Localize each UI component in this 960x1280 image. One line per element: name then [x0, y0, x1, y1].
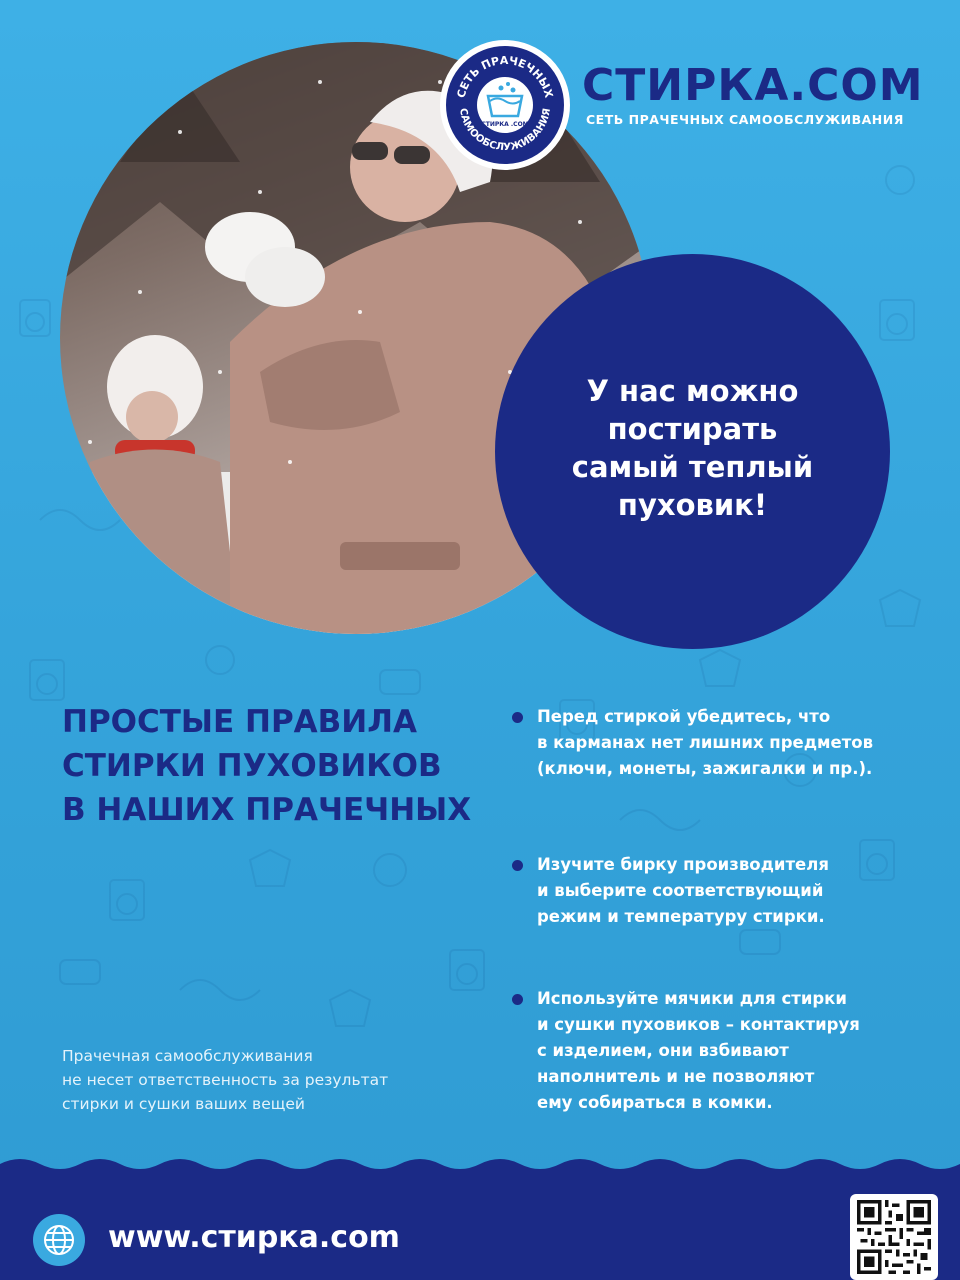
badge-center-text: СТИРКА .COM: [481, 121, 529, 128]
rule-line: и выберите соответствующий: [537, 881, 824, 900]
rule-line: наполнитель и не позволяют: [537, 1067, 815, 1086]
brand-name: СТИРКА.СОМ: [582, 60, 924, 111]
headline-line: В НАШИХ ПРАЧЕЧНЫХ: [62, 792, 472, 828]
rule-item: [512, 852, 922, 932]
badge-top-text: СЕТЬ ПРАЧЕЧНЫХ: [454, 53, 556, 100]
rule-item: [512, 986, 922, 1118]
disclaimer-line: стирки и сушки ваших вещей: [62, 1095, 305, 1113]
slogan: [525, 372, 860, 524]
slogan-line: постирать: [607, 412, 778, 446]
slogan-line: самый теплый: [571, 450, 814, 484]
disclaimer-line: Прачечная самообслуживания: [62, 1047, 313, 1065]
rule-line: ему собираться в комки.: [537, 1093, 773, 1112]
headline-line: СТИРКИ ПУХОВИКОВ: [62, 748, 442, 784]
disclaimer: [62, 1044, 442, 1116]
brand-tagline: СЕТЬ ПРАЧЕЧНЫХ САМООБСЛУЖИВАНИЯ: [586, 112, 904, 127]
bullet-icon: [512, 712, 523, 723]
rule-line: с изделием, они взбивают: [537, 1041, 789, 1060]
badge-bottom-text: САМООБСЛУЖИВАНИЯ: [457, 107, 553, 154]
qr-code-icon: [850, 1194, 938, 1280]
slogan-line: У нас можно: [586, 374, 799, 408]
headline: [62, 700, 502, 832]
bullet-icon: [512, 994, 523, 1005]
disclaimer-line: не несет ответственность за результат: [62, 1071, 389, 1089]
rule-line: Перед стиркой убедитесь, что: [537, 707, 831, 726]
rule-line: (ключи, монеты, зажигалки и пр.).: [537, 759, 873, 778]
brand-badge-logo: [440, 40, 570, 170]
rule-line: Изучите бирку производителя: [537, 855, 829, 874]
bullet-icon: [512, 860, 523, 871]
headline-line: ПРОСТЫЕ ПРАВИЛА: [62, 704, 417, 740]
rule-line: режим и температуру стирки.: [537, 907, 825, 926]
footer: [0, 1150, 960, 1280]
globe-icon: [33, 1214, 85, 1266]
rule-item: [512, 704, 922, 784]
rule-line: в карманах нет лишних предметов: [537, 733, 874, 752]
rule-line: Используйте мячики для стирки: [537, 989, 847, 1008]
slogan-line: пуховик!: [617, 488, 768, 522]
website-link[interactable]: www.стирка.com: [108, 1220, 400, 1255]
rule-line: и сушки пуховиков – контактируя: [537, 1015, 860, 1034]
